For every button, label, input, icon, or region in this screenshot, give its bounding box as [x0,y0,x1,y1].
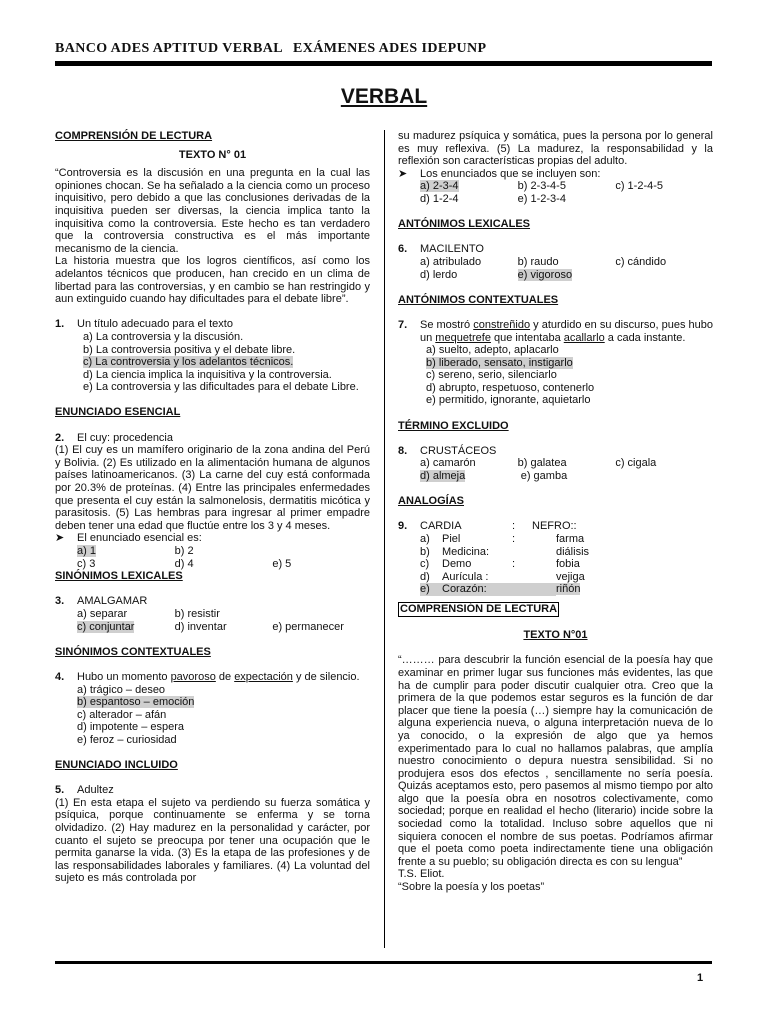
options-6: a) atribulado b) raudo c) cándido d) lerdo e) vigoroso [420,255,667,281]
options-4: a) trágico – deseo b) espantoso – emoción c) alterador – afán d) impotente – espera e) feroz – curiosidad [77,683,195,746]
left-column [55,130,370,885]
column-divider [384,130,385,948]
section-heading: ANTÓNIMOS CONTEXTUALES [398,293,559,306]
reading-paragraph: “……… para descubrir la función esencial de la poesía hay que examinar en primer lugar sus funciones más evidentes, las que ha de cumplir para poder discutir cualquier otra. Creo que la primera de la que podemos estar seguros es la función de dar placer que tiene la poesía (…) siempre hay la comunicación de alguna experiencia nueva, o alguna interpretación nueva de lo ya conocido, o la expresión de algo que ya hemos experimentado para lo cual no hallamos palabras, que amplía nuestro conocimiento o depura nuestra sensibilidad. Si no produjera esos dos efectos , sencillamente no sería poesía. Quizás aceptamos esto, pero pasemos al mismo tiempo por alto algo que la poesía obra en nosotros colectivamente, como sociedad; porque en realidad el hecho (literario) incide sobre la sociedad como la totalidad. Incluso sobre aquellos que ni siquiera conocen el nombre de sus poetas. Podríamos afirmar que el poeta como poeta indirectamente tiene una obligación frente a su pueblo; su obligación directa es con su lengua” [398,654,713,868]
options-9: a) Piel : farma b) Medicina: diálisis c) Demo : fobia d) Aurícula : vejiga e) Corazón: riñón [420,533,590,596]
section-heading: ANALOGÍAS [398,495,464,508]
options-7: a) suelto, adepto, aplacarlo b) liberado, sensato, instigarlo c) sereno, serio, silenciarlo d) abrupto, respetuoso, contenerlo e) permitido, ignorante, aquietarlo [426,344,595,407]
options-5: a) 2-3-4 b) 2-3-4-5 c) 1-2-4-5 d) 1-2-4 e) 1-2-3-4 [420,180,664,205]
text-title: TEXTO N°01 [523,629,588,642]
page-number: 1 [697,972,704,984]
question-3: 3. AMALGAMAR [55,595,148,608]
question-5: 5. Adultez [55,784,114,797]
question-prompt: ➤ El enunciado esencial es: [55,532,202,545]
question-2: 2. El cuy: procedencia [55,431,173,444]
options-1 [55,331,370,394]
header-rule [55,61,712,66]
section-heading: ENUNCIADO INCLUIDO [55,759,178,772]
question-prompt: ➤ Los enunciados que se incluyen son: [398,167,601,180]
reading-paragraph: La historia muestra que los logros científicos, así como los adelantos técnicos que producen, han crecido en un clima de libertad para las controversias, y en cambio se han restringido y aun extinguido cuando hay dificultades para el debate libre”. [55,255,370,306]
header-left: BANCO ADES APTITUD VERBAL [55,41,283,56]
text-title: TEXTO N° 01 [178,148,247,161]
section-heading: ENUNCIADO ESENCIAL [55,406,181,419]
question-7: 7. Se mostró constreñido y aturdido en su discurso, pues hubo un mequetrefe que intentaba acallarlo a cada instante. [398,318,714,344]
option: e) La controversia y las dificultades para el debate Libre. [83,381,359,394]
section-heading: SINÓNIMOS LEXICALES [55,570,183,583]
source: “Sobre la poesía y los poetas” [398,881,545,894]
author: T.S. Eliot. [398,868,445,881]
option: b) La controversia positiva y el debate libre. [83,343,296,356]
right-column [398,130,713,894]
question-9: 9. CARDIA : NEFRO:: [398,520,577,533]
section-heading: ANTÓNIMOS LEXICALES [398,218,531,231]
question-6: 6. MACILENTO [398,243,484,256]
question-8: 8. CRUSTÁCEOS [398,444,497,457]
section-heading: COMPRENSIÓN DE LECTURA [55,130,213,142]
options-2: a) 1 b) 2 c) 3 d) 4 e) 5 [77,545,292,570]
options-8: a) camarón b) galatea c) cigala d) almeja e) gamba [420,457,657,483]
question-body: (1) El cuy es un mamífero originario de la zona andina del Perú y Bolivia. (2) Es utilizado en la alimentación humana de algunos países latinoamericanos. (3) La carne del cuy está conformada por 20.3% de proteínas. (4) Entre las principales enfermedades que presenta el cuy están la salmonelosis, dermatitis micótica y parasitosis. (5) Las hembras para ingresar al primer empadre deben tener una edad que fluctúe entre los 3 y 4 meses. [55,444,370,532]
option: a) La controversia y la discusión. [83,330,244,343]
section-heading: TÉRMINO EXCLUIDO [398,419,509,432]
option: d) La ciencia implica la inquisitiva y la controversia. [83,368,332,381]
header-right: EXÁMENES ADES IDEPUNP [292,41,487,56]
page-header [55,41,487,57]
section-heading-boxed: COMPRENSIÓN DE LECTURA [400,602,558,615]
reading-paragraph: “Controversia es la discusión en una pregunta en la cual las opiniones chocan. Se ha señalado a la ciencia como un proceso inquisitivo, pero debido a que las conclusiones derivadas de la inquisitiva pueden ser diversas, la ciencia implica tanto la inquisitiva como la controversia. Este hecho es tan verdadero que la controversia constructiva es el más importante mecanismo de la ciencia. [55,167,370,255]
question-body: (1) En esta etapa el sujeto va perdiendo su fuerza somática y psíquica, porque continuamente se enferma y se torna olvidadizo. (2) Hay madurez en la personalidad y carácter, por cuanto el sujeto se preocupa por tener una ocupación que le permita ganarse la vida. (3) Es la etapa de las profesiones y de las responsabilidades laborales y familiares. (4) La voluntad del sujeto es más controlada por [55,796,370,885]
options-3: a) separar b) resistir c) conjuntar d) inventar e) permanecer [77,607,344,633]
section-heading: SINÓNIMOS CONTEXTUALES [55,645,211,658]
page-title: VERBAL [340,85,428,108]
question-body-continued: su madurez psíquica y somática, pues la persona por lo general es muy reflexiva. (5) La madurez, la responsabilidad y la reflexión son características propias del adulto. [398,130,713,168]
question-1: 1. Un título adecuado para el texto [55,318,233,331]
option-highlighted: c) La controversia y los adelantos técnicos. [83,356,294,369]
footer-rule [55,961,712,964]
question-4: 4. Hubo un momento pavoroso de expectación y de silencio. [55,670,360,683]
